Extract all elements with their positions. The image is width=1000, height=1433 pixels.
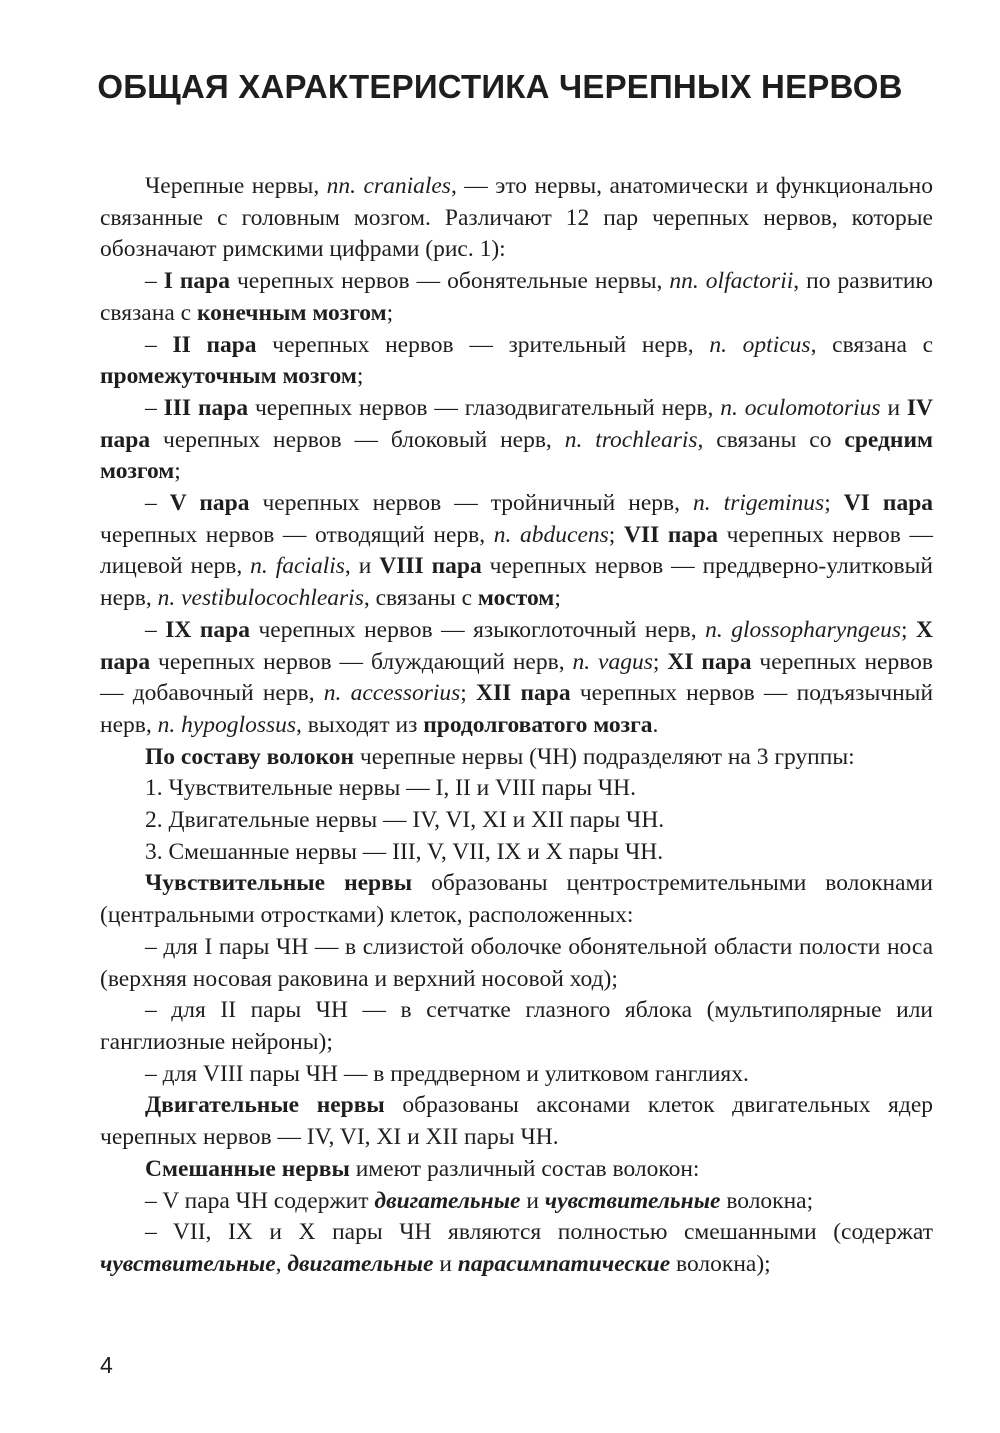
latin-term: n. vagus — [572, 648, 653, 675]
latin-term: n. abducens — [493, 521, 609, 548]
latin-term: n. glossopharyngeus — [705, 616, 901, 643]
latin-term: n. oculomotorius — [720, 394, 881, 421]
nerve-pair-2-paragraph: – II пара черепных нервов — зрительный нерв, n. opticus, связана с промежуточным мозгом; — [100, 331, 934, 390]
bold-term: XII пара — [476, 680, 571, 707]
bold-term: XI пара — [667, 648, 752, 675]
sensory-nerves-paragraph: Чувствительные нервы образованы центростремительными волокнами (центральными отростками) клеток, расположенных: — [100, 870, 933, 929]
bold-italic-term: парасимпатические — [457, 1250, 671, 1277]
nerve-pair-5-8-paragraph: – V пара черепных нервов — тройничный нерв, n. trigeminus; VI пара черепных нервов — отводящий нерв, n. abducens; VII пара черепных нервов — лицевой нерв, n. facialis, и VIII пара черепных нервов — преддверно-улитковый нерв, n. vestibulocochlearis, связаны с мостом; — [100, 490, 934, 612]
page-number: 4 — [100, 1352, 113, 1378]
fiber-composition-paragraph: По составу волокон черепные нервы (ЧН) подразделяют на 3 группы: — [145, 743, 855, 770]
mixed-nerves-paragraph: Смешанные нервы имеют различный состав волокон: — [145, 1155, 700, 1182]
bold-term: VII пара — [623, 521, 718, 548]
bold-term: продолговатого мозга — [423, 711, 653, 738]
bold-italic-term: двигательные — [374, 1187, 521, 1214]
body-text — [100, 171, 933, 1281]
bold-term: средним мозгом — [100, 426, 933, 485]
latin-term: n. vestibulocochlearis — [157, 585, 364, 612]
bold-term: По составу волокон — [145, 743, 355, 770]
page-title: ОБЩАЯ ХАРАКТЕРИСТИКА ЧЕРЕПНЫХ НЕРВОВ — [97, 68, 903, 105]
list-item: 2. Двигательные нервы — IV, VI, XI и XII пары ЧН. — [145, 807, 665, 834]
nerve-pair-1-paragraph: – I пара черепных нервов — обонятельные нервы, nn. olfactorii, по развитию связана с конечным мозгом; — [100, 268, 933, 326]
sensory-pair-8-paragraph: – для VIII пары ЧН — в преддверном и улитковом ганглиях. — [145, 1060, 749, 1087]
bold-term: VIII пара — [379, 553, 482, 580]
bold-term: III пара — [163, 394, 249, 421]
latin-term: nn. olfactorii — [669, 268, 794, 295]
sensory-pair-1-paragraph: – для I пары ЧН — в слизистой оболочке обонятельной области полости носа (верхняя носовая раковина и верхний носовой ход); — [100, 933, 933, 992]
bold-term: IV пара — [100, 394, 934, 453]
bold-term: V пара — [169, 490, 250, 517]
motor-nerves-paragraph: Двигательные нервы образованы аксонами клеток двигательных ядер черепных нервов — IV, VI, XI и XII пары ЧН. — [100, 1092, 933, 1151]
latin-term: n. trochlearis — [564, 426, 698, 453]
bold-term: VI пара — [843, 490, 934, 517]
bold-italic-term: чувствительные — [100, 1250, 276, 1277]
latin-term: n. facialis — [250, 553, 345, 580]
nerve-pair-9-12-paragraph: – IX пара черепных нервов — языкоглоточный нерв, n. glossopharyngeus; X пара черепных нервов — блуждающий нерв, n. vagus; XI пара черепных нервов — добавочный нерв, n. accessorius; XII пара черепных нервов — подъязычный нерв, n. hypoglossus, выходят из продолговатого мозга. — [100, 616, 934, 738]
list-item: 1. Чувствительные нервы — I, II и VIII пары ЧН. — [145, 775, 636, 802]
mixed-pair-5-paragraph: – V пара ЧН содержит двигательные и чувствительные волокна; — [145, 1187, 814, 1214]
bold-term: IX пара — [165, 616, 250, 643]
sensory-pair-2-paragraph: – для II пары ЧН — в сетчатке глазного яблока (мультиполярные или ганглиозные нейроны); — [100, 997, 933, 1055]
bold-term: мостом — [477, 585, 555, 612]
bold-term: Чувствительные нервы — [145, 870, 413, 897]
intro-paragraph: Черепные нервы, nn. craniales, — это нервы, анатомически и функционально связанные с головным мозгом. Различают 12 пар черепных нервов, которые обозначают римскими цифрами (рис. 1): — [100, 173, 933, 263]
bold-term: Смешанные нервы — [145, 1155, 350, 1182]
latin-term: n. accessorius — [323, 680, 461, 707]
bold-term: I пара — [163, 268, 230, 295]
mixed-pairs-7-9-10-paragraph: – VII, IX и X пары ЧН являются полностью смешанными (содержат чувствительные, двигательные и парасимпатические волокна); — [100, 1219, 933, 1277]
latin-term: n. hypoglossus — [157, 711, 297, 738]
latin-term: n. trigeminus — [693, 490, 825, 517]
list-item: 3. Смешанные нервы — III, V, VII, IX и X пары ЧН. — [145, 838, 664, 865]
bold-term: промежуточным мозгом — [100, 363, 357, 390]
bold-italic-term: двигательные — [287, 1250, 434, 1277]
latin-term: nn. craniales — [326, 173, 451, 199]
bold-term: X пара — [100, 616, 933, 675]
nerve-pair-3-4-paragraph: – III пара черепных нервов — глазодвигательный нерв, n. oculomotorius и IV пара черепных нервов — блоковый нерв, n. trochlearis, связаны со средним мозгом; — [100, 394, 934, 485]
latin-term: n. opticus — [709, 331, 811, 358]
bold-term: конечным мозгом — [196, 299, 387, 326]
bold-italic-term: чувствительные — [544, 1187, 721, 1214]
bold-term: Двигательные нервы — [145, 1092, 385, 1119]
bold-term: II пара — [172, 331, 257, 358]
